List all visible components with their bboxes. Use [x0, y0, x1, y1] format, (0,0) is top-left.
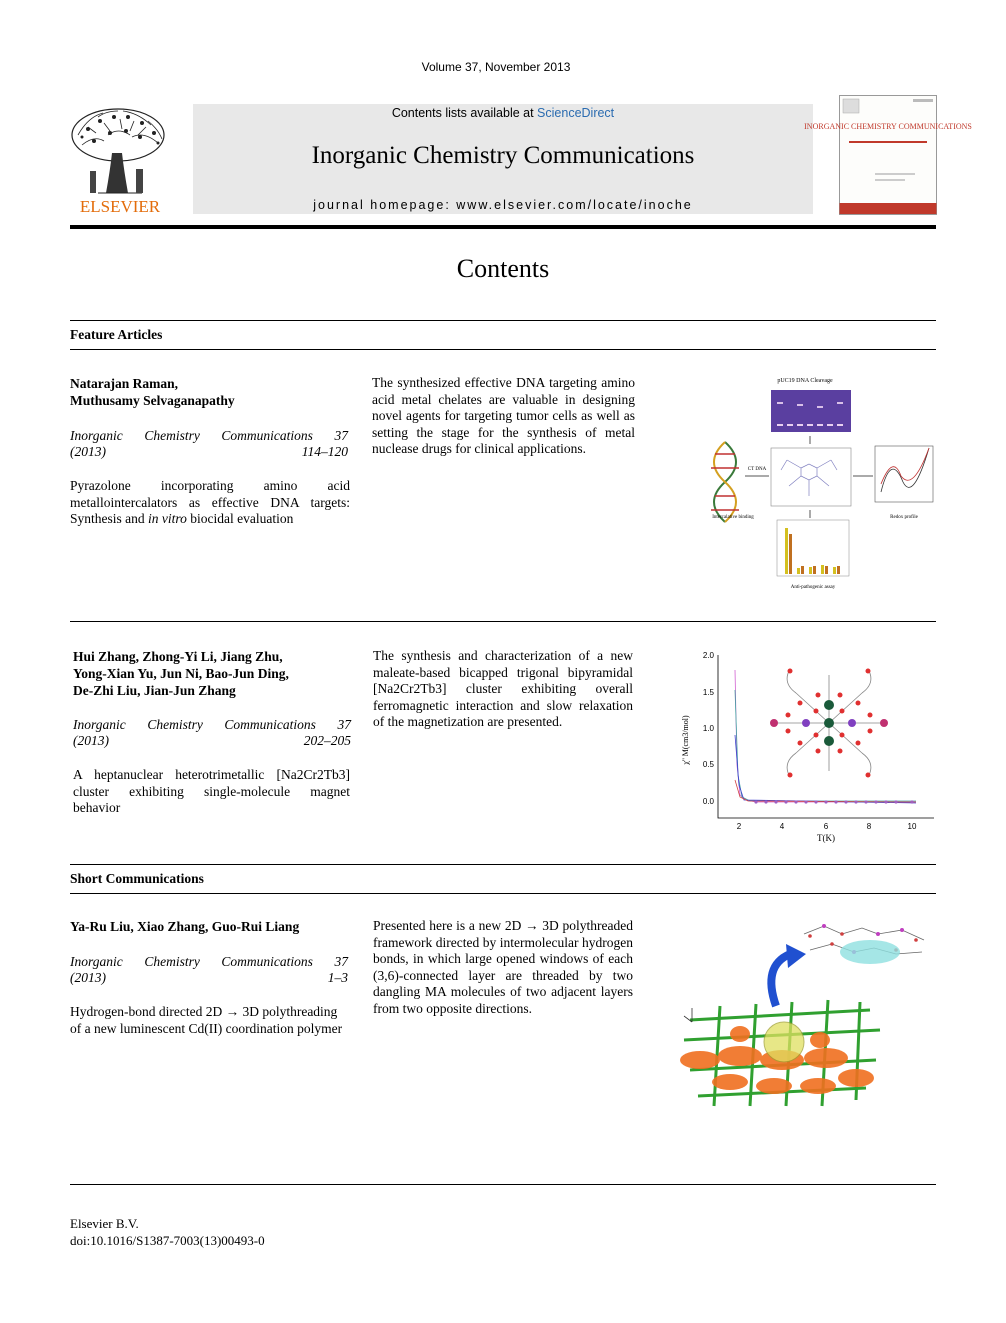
section-heading-short: Short Communications — [70, 871, 204, 886]
svg-text:Redox profile: Redox profile — [890, 515, 918, 520]
sciencedirect-link[interactable]: ScienceDirect — [537, 106, 615, 120]
article-citation[interactable]: Inorganic Chemistry Communications 37 (2013) 202–205 — [73, 717, 351, 748]
article-separator — [70, 621, 936, 622]
graphical-abstract-polythreading — [670, 910, 936, 1115]
section-rule-bottom — [70, 893, 936, 894]
section-rule-top — [70, 864, 936, 865]
svg-text:8: 8 — [866, 822, 872, 831]
journal-header-band — [193, 104, 813, 214]
svg-text:χ'' M(cm3/mol): χ'' M(cm3/mol) — [681, 715, 690, 765]
graphical-abstract-dna — [705, 372, 935, 592]
svg-text:10: 10 — [907, 822, 917, 831]
article-title[interactable]: Hydrogen-bond directed 2D → 3D polythreading of a new luminescent Cd(II) coordination polymer — [70, 1004, 343, 1036]
svg-text:2.0: 2.0 — [702, 651, 714, 660]
article-authors: Ya-Ru Liu, Xiao Zhang, Guo-Rui Liang — [70, 919, 300, 934]
svg-text:Anti-pathogenic assay: Anti-pathogenic assay — [790, 585, 836, 590]
page-title: Contents — [456, 254, 550, 283]
journal-title: Inorganic Chemistry Communications — [311, 142, 695, 169]
journal-homepage[interactable]: journal homepage: www.elsevier.com/locate/inoche — [313, 198, 693, 212]
svg-text:1.0: 1.0 — [702, 724, 714, 733]
footer-doi[interactable]: doi:10.1016/S1387-7003(13)00493-0 — [70, 1233, 265, 1248]
svg-text:CT DNA: CT DNA — [747, 467, 767, 472]
article-citation[interactable]: Inorganic Chemistry Communications 37 (2013) 114–120 — [70, 428, 348, 459]
article-authors: Natarajan Raman, Muthusamy Selvaganapathy — [70, 376, 235, 408]
svg-text:pUC19 DNA Cleavage: pUC19 DNA Cleavage — [777, 378, 833, 384]
cover-title: INORGANIC CHEMISTRY COMMUNICATIONS — [804, 122, 972, 131]
header-rule — [70, 225, 936, 229]
elsevier-wordmark: ELSEVIER — [79, 197, 161, 216]
graphical-abstract-magnet — [676, 645, 936, 850]
article-abstract: The synthesis and characterization of a new maleate-based bicapped trigonal bipyramidal [Na2Cr2Tb3] cluster exhibiting overall ferromagnetic interaction and slow relaxation of the magnetization are presented. — [373, 648, 633, 729]
article-title[interactable]: Pyrazolone incorporating amino acid metallointercalators as effective DNA targets: Synthesis and in vitro biocidal evaluation — [70, 478, 350, 526]
article-citation[interactable]: Inorganic Chemistry Communications 37 (2013) 1–3 — [70, 954, 348, 985]
article-abstract: Presented here is a new 2D → 3D polythreaded framework directed by intermolecular hydrogen bonds, in which large opened windows of each (3,6)-connected layer are threaded by two dangling MA molecules of two adjacent layers from two opposite directions. — [373, 918, 633, 1016]
footer-rule — [70, 1184, 936, 1185]
article-abstract: The synthesized effective DNA targeting amino acid metal chelates are valuable in designing novel agents for targeting tumor cells as well as setting the stage for the synthesis of metal nuclease drugs for clinical applications. — [372, 375, 635, 456]
contents-available-line — [193, 106, 813, 120]
volume-line: Volume 37, November 2013 — [421, 60, 571, 74]
svg-text:0.5: 0.5 — [702, 760, 714, 769]
svg-text:1.5: 1.5 — [702, 688, 714, 697]
footer-publisher: Elsevier B.V. — [70, 1216, 139, 1231]
section-heading-feature: Feature Articles — [70, 327, 163, 342]
svg-text:T(K): T(K) — [817, 833, 835, 843]
journal-cover-thumbnail — [804, 95, 972, 215]
article-title[interactable]: A heptanuclear heterotrimetallic [Na2Cr2Tb3] cluster exhibiting single-molecule magnet behavior — [73, 767, 350, 815]
svg-text:0.0: 0.0 — [702, 797, 714, 806]
svg-text:Intercalative binding: Intercalative binding — [712, 515, 754, 520]
section-rule-bottom — [70, 349, 936, 350]
contents-prefix: Contents lists available at — [391, 106, 538, 120]
svg-text:6: 6 — [823, 822, 829, 831]
elsevier-logo — [68, 105, 172, 215]
article-authors: Hui Zhang, Zhong-Yi Li, Jiang Zhu, Yong-Xian Yu, Jun Ni, Bao-Jun Ding, De-Zhi Liu, Jian-Jun Zhang — [73, 649, 289, 698]
svg-text:4: 4 — [779, 822, 785, 831]
section-rule-top — [70, 320, 936, 321]
svg-text:2: 2 — [736, 822, 742, 831]
